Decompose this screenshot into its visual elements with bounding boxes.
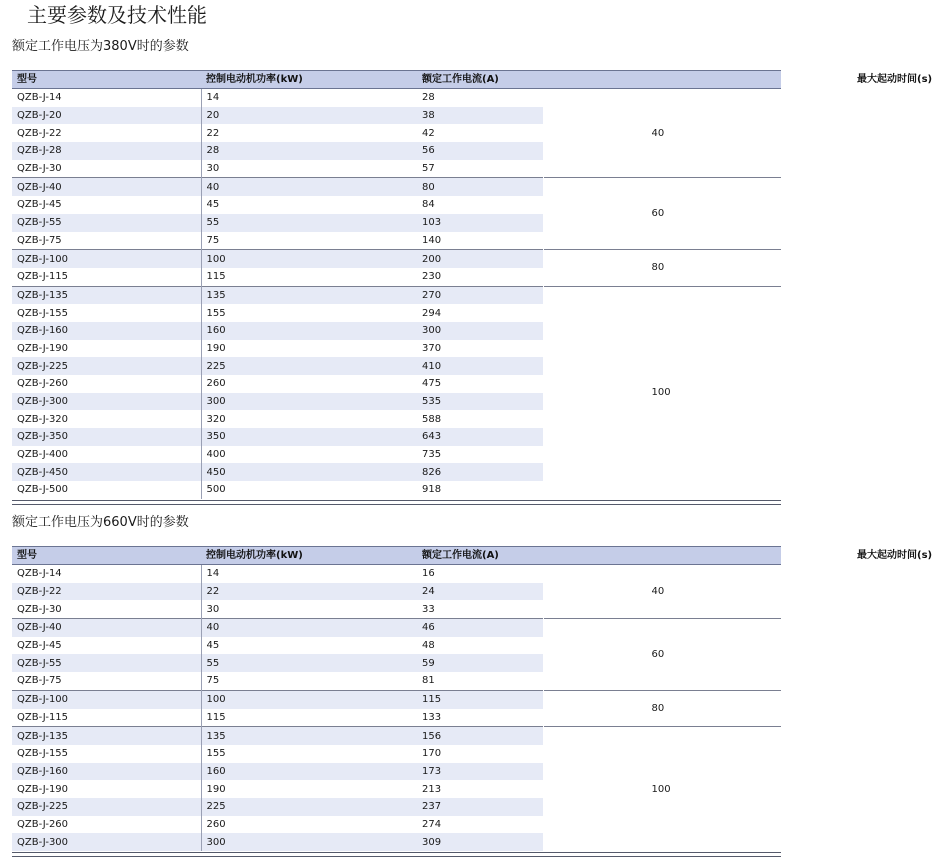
cell-model: QZB-J-28: [12, 142, 201, 160]
header-start-time: 最大起动时间(s): [857, 550, 932, 561]
cell-start-time: 100: [543, 286, 781, 499]
cell-power: 100: [201, 690, 417, 708]
cell-power: 155: [206, 748, 226, 760]
cell-power: 45: [206, 640, 220, 652]
cell-current: 309: [417, 833, 543, 851]
cell-current: 173: [417, 763, 543, 781]
cell-model: QZB-J-225: [12, 357, 201, 375]
cell-power: 30: [206, 603, 220, 615]
cell-start-time: 80: [543, 690, 781, 726]
params-table-660v: [12, 546, 932, 851]
cell-power: 135: [201, 727, 417, 745]
cell-model: QZB-J-30: [12, 160, 201, 178]
cell-model: QZB-J-155: [12, 304, 201, 322]
cell-power: 350: [201, 428, 417, 446]
cell-model: QZB-J-22: [12, 583, 201, 601]
header-current: 额定工作电流(A) 最大起动时间(s): [417, 71, 781, 89]
cell-current: 410: [417, 357, 543, 375]
cell-model: QZB-J-500: [12, 481, 201, 499]
cell-power: 20: [201, 107, 417, 125]
cell-model: QZB-J-115: [12, 268, 201, 286]
cell-current: 170: [422, 748, 442, 760]
cell-current: 213: [422, 783, 442, 795]
cell-power: 45: [206, 199, 220, 211]
cell-power: 260: [206, 818, 226, 830]
cell-model: QZB-J-190: [12, 340, 201, 358]
cell-start-time: 80: [543, 250, 781, 286]
cell-model: QZB-J-45: [12, 637, 201, 655]
cell-current: 588: [422, 413, 442, 425]
cell-model: QZB-J-40: [12, 178, 201, 196]
cell-model: QZB-J-300: [12, 833, 201, 851]
cell-current: 133: [422, 711, 442, 723]
cell-power: 225: [201, 798, 417, 816]
cell-current: 59: [417, 654, 543, 672]
cell-current: 156: [417, 727, 543, 745]
table-row: [12, 727, 781, 745]
cell-power: 320: [206, 413, 226, 425]
cell-current: 230: [422, 271, 442, 283]
cell-current: 200: [417, 250, 543, 268]
cell-current: 140: [422, 234, 442, 246]
table-row: [12, 178, 781, 196]
cell-model: QZB-J-55: [12, 214, 201, 232]
cell-start-time: 40: [543, 565, 781, 619]
cell-current: 274: [422, 818, 442, 830]
cell-power: 55: [201, 654, 417, 672]
cell-power: 500: [206, 484, 226, 496]
cell-current: 270: [417, 286, 543, 304]
cell-power: 30: [206, 163, 220, 175]
cell-current: 33: [422, 603, 435, 615]
cell-power: 260: [206, 378, 226, 390]
cell-power: 155: [206, 307, 226, 319]
cell-power: 135: [201, 286, 417, 304]
cell-power: 300: [201, 833, 417, 851]
cell-model: QZB-J-100: [12, 690, 201, 708]
cell-model: QZB-J-100: [12, 250, 201, 268]
cell-power: 28: [201, 142, 417, 160]
table-header-row: [12, 547, 781, 565]
cell-model: QZB-J-160: [12, 322, 201, 340]
cell-model: QZB-J-450: [12, 463, 201, 481]
header-current: 额定工作电流(A) 最大起动时间(s): [417, 547, 781, 565]
cell-model: QZB-J-135: [12, 727, 201, 745]
table-header-row: [12, 71, 781, 89]
cell-current: 80: [417, 178, 543, 196]
cell-power: 400: [206, 449, 226, 461]
cell-power: 22: [206, 127, 220, 139]
cell-power: 115: [206, 271, 226, 283]
page-title: 主要参数及技术性能: [27, 3, 207, 27]
cell-current: 81: [422, 675, 435, 687]
cell-power: 100: [201, 250, 417, 268]
cell-model: QZB-J-350: [12, 428, 201, 446]
cell-power: 300: [201, 393, 417, 411]
params-table-380v: [12, 70, 932, 499]
cell-model: QZB-J-135: [12, 286, 201, 304]
table-row: [12, 250, 781, 268]
cell-power: 40: [201, 178, 417, 196]
table-end-rule: [12, 852, 781, 857]
cell-model: QZB-J-40: [12, 619, 201, 637]
cell-power: 75: [206, 234, 220, 246]
cell-model: QZB-J-260: [12, 816, 201, 834]
cell-model: QZB-J-75: [12, 672, 201, 690]
table-row: [12, 565, 781, 583]
cell-power: 14: [206, 92, 220, 104]
cell-power: 190: [206, 342, 226, 354]
header-model: 型号: [12, 547, 201, 565]
cell-current: 370: [422, 342, 442, 354]
table-row: [12, 286, 781, 304]
table-row: [12, 89, 781, 107]
section-title-660v: 额定工作电压为660V时的参数: [12, 515, 189, 530]
cell-power: 225: [201, 357, 417, 375]
cell-current: 300: [417, 322, 543, 340]
cell-model: QZB-J-155: [12, 745, 201, 763]
header-power: 控制电动机功率(kW): [201, 71, 417, 89]
table-row: [12, 690, 781, 708]
cell-model: QZB-J-55: [12, 654, 201, 672]
cell-current: 918: [422, 484, 442, 496]
cell-current: 24: [417, 583, 543, 601]
cell-current: 237: [417, 798, 543, 816]
cell-model: QZB-J-190: [12, 780, 201, 798]
cell-current: 826: [417, 463, 543, 481]
cell-current: 84: [422, 199, 435, 211]
cell-current: 28: [422, 92, 435, 104]
cell-current: 294: [422, 307, 442, 319]
cell-power: 14: [206, 568, 220, 580]
cell-model: QZB-J-320: [12, 410, 201, 428]
cell-model: QZB-J-45: [12, 196, 201, 214]
cell-current: 735: [422, 449, 442, 461]
cell-model: QZB-J-115: [12, 709, 201, 727]
cell-model: QZB-J-225: [12, 798, 201, 816]
cell-current: 56: [417, 142, 543, 160]
cell-power: 40: [201, 619, 417, 637]
cell-model: QZB-J-260: [12, 375, 201, 393]
cell-model: QZB-J-160: [12, 763, 201, 781]
cell-start-time: 60: [543, 178, 781, 250]
cell-start-time: 100: [543, 727, 781, 851]
cell-power: 22: [201, 583, 417, 601]
cell-current: 103: [417, 214, 543, 232]
cell-model: QZB-J-30: [12, 600, 201, 618]
cell-current: 38: [417, 107, 543, 125]
header-start-time: 最大起动时间(s): [857, 74, 932, 85]
section-title-380v: 额定工作电压为380V时的参数: [12, 39, 189, 54]
cell-power: 75: [206, 675, 220, 687]
cell-model: QZB-J-400: [12, 446, 201, 464]
cell-current: 57: [422, 163, 435, 175]
cell-current: 48: [422, 640, 435, 652]
cell-power: 160: [201, 322, 417, 340]
cell-power: 450: [201, 463, 417, 481]
cell-current: 16: [422, 568, 435, 580]
cell-model: QZB-J-22: [12, 124, 201, 142]
cell-start-time: 60: [543, 619, 781, 691]
cell-model: QZB-J-14: [12, 565, 201, 583]
header-power: 控制电动机功率(kW): [201, 547, 417, 565]
cell-current: 475: [422, 378, 442, 390]
cell-start-time: 40: [543, 89, 781, 178]
header-model: 型号: [12, 71, 201, 89]
cell-model: QZB-J-20: [12, 107, 201, 125]
cell-model: QZB-J-75: [12, 232, 201, 250]
cell-model: QZB-J-300: [12, 393, 201, 411]
cell-current: 42: [422, 127, 435, 139]
cell-power: 55: [201, 214, 417, 232]
table-end-rule: [12, 500, 781, 505]
cell-power: 160: [201, 763, 417, 781]
table-row: [12, 619, 781, 637]
cell-power: 115: [206, 711, 226, 723]
cell-model: QZB-J-14: [12, 89, 201, 107]
cell-current: 535: [417, 393, 543, 411]
cell-current: 115: [417, 690, 543, 708]
cell-power: 190: [206, 783, 226, 795]
cell-current: 643: [417, 428, 543, 446]
cell-current: 46: [417, 619, 543, 637]
